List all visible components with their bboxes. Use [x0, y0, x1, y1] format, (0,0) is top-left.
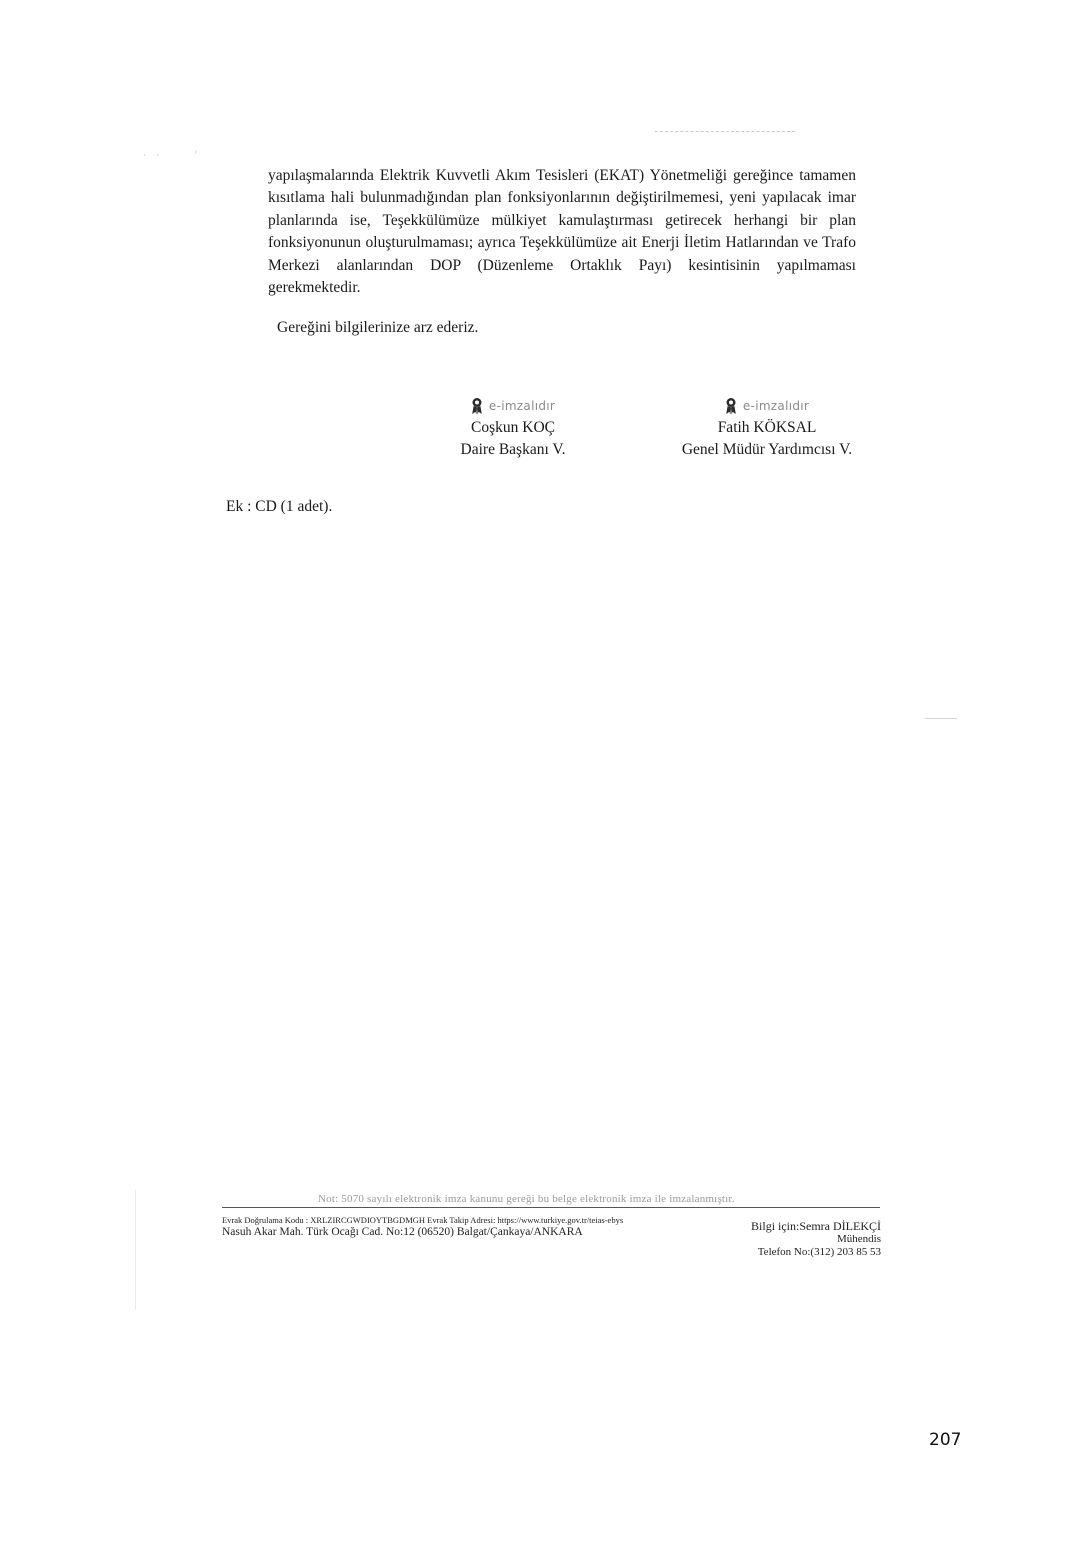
signatory-title: Genel Müdür Yardımcısı V.	[681, 441, 853, 458]
letter-closing: Gereğini bilgilerinize arz ederiz.	[277, 319, 479, 336]
ribbon-badge-icon	[471, 397, 483, 415]
footer-phone: Telefon No:(312) 203 85 53	[757, 1246, 881, 1258]
scan-artifact-top-line	[655, 131, 795, 132]
page-number: 207	[929, 1430, 962, 1450]
esign-stamp	[665, 396, 869, 416]
ribbon-badge-icon	[725, 397, 737, 415]
footer-esign-note: Not: 5070 sayılı elektronik imza kanunu gereği bu belge elektronik imza ile imzalanmıştır.	[318, 1193, 735, 1205]
signature-block-1	[438, 396, 588, 461]
signatory-name: Coşkun KOÇ	[471, 419, 555, 436]
footer-divider	[222, 1207, 880, 1208]
footer-contact	[751, 1220, 881, 1259]
signatory-name: Fatih KÖKSAL	[717, 419, 817, 436]
esign-label: e-imzalıdır	[488, 399, 556, 413]
footer-verification-code: Evrak Doğrulama Kodu : XRLZIRCGWDIOYTBGDMGH Evrak Takip Adresi: https://www.turkiye.gov.tr/teias-ebys	[222, 1215, 624, 1225]
scan-artifact-mark-2: ʳ	[195, 148, 198, 159]
signature-block-2	[665, 396, 869, 461]
esign-stamp	[438, 396, 588, 416]
scan-artifact-left-edge	[135, 1190, 136, 1310]
esign-label: e-imzalıdır	[742, 399, 810, 413]
footer-info-role: Mühendis	[837, 1233, 881, 1245]
signatory-title: Daire Başkanı V.	[460, 441, 566, 458]
scan-artifact-right-line	[925, 718, 957, 719]
letter-body: yapılaşmalarında Elektrik Kuvvetli Akım Tesisleri (EKAT) Yönetmeliği gereğince tamamen kısıtlama hali bulunmadığından plan fonksiyonlarının değiştirilmemesi, yeni yapılacak imar planlarında ise, Teşekkülümüze mülkiyet kamulaştırması getirecek herhangi bir plan fonksiyonunun oluşturulmaması; ayrıca Teşekkülümüze ait Enerji İletim Hatlarından ve Trafo Merkezi alanlarından DOP (Düzenleme Ortaklık Payı) kesintisinin yapılmaması gerekmektedir.	[268, 167, 856, 297]
attachment-line: Ek : CD (1 adet).	[226, 498, 333, 515]
footer-address: Nasuh Akar Mah. Türk Ocağı Cad. No:12 (06520) Balgat/Çankaya/ANKARA	[222, 1226, 583, 1238]
scan-artifact-mark: · ·	[143, 150, 164, 160]
footer-info-contact: Bilgi için:Semra DİLEKÇİ	[751, 1219, 881, 1233]
